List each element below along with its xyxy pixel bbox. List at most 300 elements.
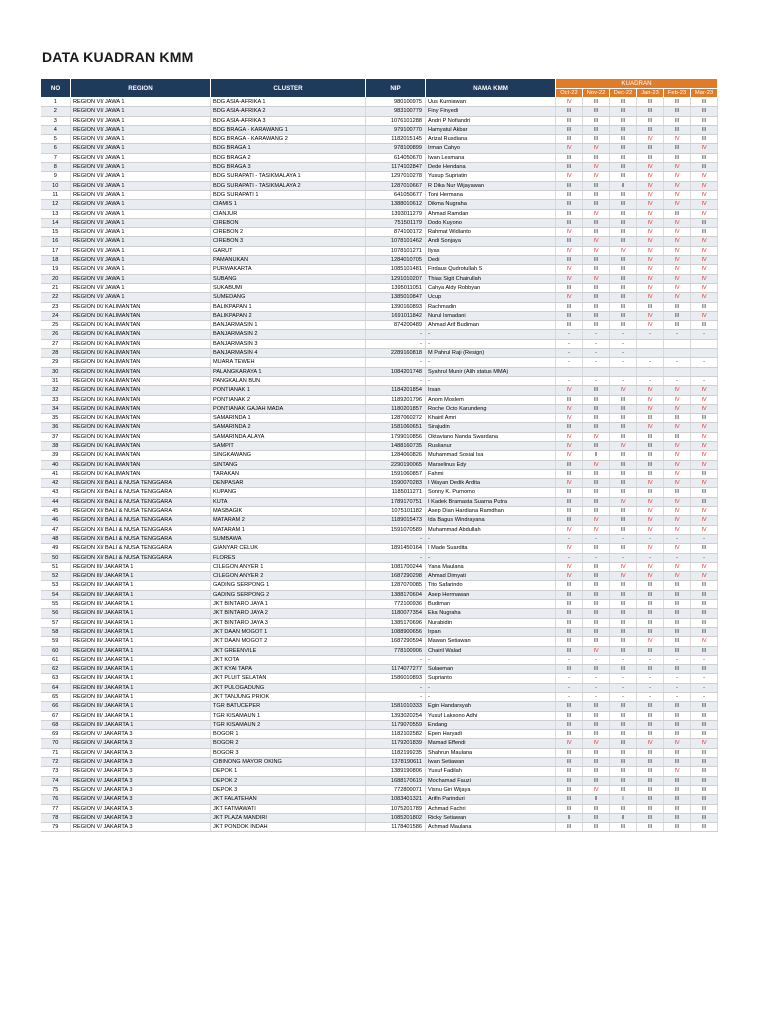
- table-row: [41, 460, 718, 469]
- cell-region: REGION III/ JAKARTA 1: [71, 562, 211, 571]
- cell-kuadran: III: [610, 432, 637, 441]
- cell-kuadran: III: [637, 488, 664, 497]
- cell-nama: Tito Safarindo: [426, 581, 556, 590]
- cell-region: REGION IX/ KALIMANTAN: [71, 367, 211, 376]
- cell-no: 34: [41, 404, 71, 413]
- cell-kuadran: IV: [583, 516, 610, 525]
- header-month: Mar-23: [691, 89, 718, 98]
- cell-nama: Nurabidin: [426, 618, 556, 627]
- cell-region: REGION IX/ KALIMANTAN: [71, 302, 211, 311]
- cell-nama: Roche Octo Karundeng: [426, 404, 556, 413]
- cell-kuadran: -: [637, 655, 664, 664]
- cell-kuadran: IV: [691, 265, 718, 274]
- cell-kuadran: III: [610, 516, 637, 525]
- cell-kuadran: III: [583, 265, 610, 274]
- cell-kuadran: IV: [664, 274, 691, 283]
- cell-kuadran: -: [556, 683, 583, 692]
- cell-kuadran: III: [583, 627, 610, 636]
- cell-nama: Chairil Walad: [426, 646, 556, 655]
- cell-kuadran: III: [583, 395, 610, 404]
- cell-kuadran: [637, 349, 664, 358]
- cell-region: REGION VI/ JAWA 1: [71, 237, 211, 246]
- cell-nama: Uus Kurniawan: [426, 98, 556, 107]
- cell-kuadran: III: [556, 116, 583, 125]
- cell-kuadran: III: [610, 739, 637, 748]
- cell-region: REGION III/ JAKARTA 1: [71, 637, 211, 646]
- cell-kuadran: III: [610, 321, 637, 330]
- cell-no: 2: [41, 107, 71, 116]
- cell-cluster: BOGOR 2: [211, 739, 366, 748]
- cell-cluster: JKT PULOGADUNG: [211, 683, 366, 692]
- cell-nip: 1388010612: [366, 200, 426, 209]
- cell-kuadran: III: [691, 218, 718, 227]
- cell-kuadran: III: [637, 600, 664, 609]
- cell-no: 54: [41, 590, 71, 599]
- cell-cluster: BDG ASIA-AFRIKA 1: [211, 98, 366, 107]
- table-row: [41, 646, 718, 655]
- cell-kuadran: III: [610, 469, 637, 478]
- cell-nip: -: [366, 358, 426, 367]
- cell-nama: Endang: [426, 720, 556, 729]
- cell-region: REGION VI/ JAWA 1: [71, 107, 211, 116]
- cell-kuadran: III: [556, 283, 583, 292]
- cell-cluster: JKT GREENVILE: [211, 646, 366, 655]
- cell-no: 76: [41, 795, 71, 804]
- cell-cluster: JKT FATMAWATI: [211, 804, 366, 813]
- cell-nip: 2290190065: [366, 460, 426, 469]
- cell-kuadran: -: [664, 330, 691, 339]
- cell-no: 1: [41, 98, 71, 107]
- cell-kuadran: IV: [664, 386, 691, 395]
- cell-nip: 1084201748: [366, 367, 426, 376]
- cell-kuadran: -: [583, 693, 610, 702]
- cell-kuadran: [691, 349, 718, 358]
- cell-kuadran: III: [583, 414, 610, 423]
- cell-nip: 1691011842: [366, 311, 426, 320]
- cell-kuadran: IV: [691, 525, 718, 534]
- cell-cluster: KUPANG: [211, 488, 366, 497]
- cell-kuadran: III: [556, 804, 583, 813]
- cell-kuadran: III: [637, 107, 664, 116]
- cell-nama: Cahya Aldy Robbyan: [426, 283, 556, 292]
- cell-kuadran: IV: [637, 637, 664, 646]
- cell-cluster: BDG ASIA-AFRIKA 2: [211, 107, 366, 116]
- cell-kuadran: III: [556, 423, 583, 432]
- cell-kuadran: III: [610, 190, 637, 199]
- table-row: [41, 730, 718, 739]
- cell-nama: Yana Maulana: [426, 562, 556, 571]
- cell-kuadran: III: [583, 637, 610, 646]
- cell-cluster: DEPOK 3: [211, 785, 366, 794]
- cell-nama: Muhammad Sosial Isa: [426, 451, 556, 460]
- table-row: [41, 349, 718, 358]
- table-row: [41, 507, 718, 516]
- cell-no: 30: [41, 367, 71, 376]
- cell-kuadran: III: [610, 283, 637, 292]
- table-row: [41, 209, 718, 218]
- cell-kuadran: III: [583, 283, 610, 292]
- cell-kuadran: IV: [664, 135, 691, 144]
- cell-cluster: TGR KISAMAUN 1: [211, 711, 366, 720]
- cell-cluster: PONTIANAK 1: [211, 386, 366, 395]
- cell-kuadran: IV: [637, 265, 664, 274]
- cell-kuadran: IV: [637, 404, 664, 413]
- cell-kuadran: III: [691, 813, 718, 822]
- cell-kuadran: III: [691, 730, 718, 739]
- cell-kuadran: -: [610, 339, 637, 348]
- cell-region: REGION XI/ BALI & NUSA TENGGARA: [71, 507, 211, 516]
- cell-cluster: SUMBAWA: [211, 534, 366, 543]
- table-row: [41, 804, 718, 813]
- cell-nip: 1789170751: [366, 497, 426, 506]
- table-row: [41, 311, 718, 320]
- cell-region: REGION IX/ KALIMANTAN: [71, 330, 211, 339]
- cell-region: REGION VI/ JAWA 1: [71, 265, 211, 274]
- cell-cluster: CIREBON 3: [211, 237, 366, 246]
- cell-kuadran: IV: [610, 572, 637, 581]
- cell-cluster: CIANJUR: [211, 209, 366, 218]
- table-row: [41, 767, 718, 776]
- cell-cluster: BDG SURAPATI - TASIKMALAYA 1: [211, 172, 366, 181]
- cell-kuadran: III: [583, 665, 610, 674]
- cell-region: REGION VI/ JAWA 1: [71, 181, 211, 190]
- cell-kuadran: III: [583, 702, 610, 711]
- cell-region: REGION III/ JAKARTA 1: [71, 720, 211, 729]
- cell-nama: Toni Hermana: [426, 190, 556, 199]
- cell-no: 72: [41, 758, 71, 767]
- cell-kuadran: III: [556, 516, 583, 525]
- cell-region: REGION XI/ BALI & NUSA TENGGARA: [71, 525, 211, 534]
- cell-kuadran: IV: [664, 767, 691, 776]
- cell-nip: -: [366, 683, 426, 692]
- cell-no: 78: [41, 813, 71, 822]
- cell-kuadran: IV: [691, 181, 718, 190]
- cell-kuadran: IV: [556, 246, 583, 255]
- cell-kuadran: IV: [664, 739, 691, 748]
- cell-kuadran: III: [691, 702, 718, 711]
- cell-nama: Muhammad Abdullah: [426, 525, 556, 534]
- cell-kuadran: III: [637, 767, 664, 776]
- cell-kuadran: III: [664, 209, 691, 218]
- cell-region: REGION III/ JAKARTA 1: [71, 693, 211, 702]
- cell-kuadran: III: [556, 256, 583, 265]
- cell-kuadran: IV: [691, 395, 718, 404]
- cell-kuadran: IV: [664, 451, 691, 460]
- header-nip: NIP: [366, 79, 426, 98]
- cell-kuadran: IV: [664, 572, 691, 581]
- cell-kuadran: III: [610, 107, 637, 116]
- cell-nama: Ucup: [426, 293, 556, 302]
- table-row: [41, 813, 718, 822]
- cell-kuadran: III: [583, 776, 610, 785]
- cell-kuadran: IV: [691, 516, 718, 525]
- cell-nip: 641050677: [366, 190, 426, 199]
- cell-region: REGION III/ JAKARTA 1: [71, 609, 211, 618]
- cell-nama: Yusup Supriatin: [426, 172, 556, 181]
- cell-nip: 1081700244: [366, 562, 426, 571]
- cell-kuadran: -: [556, 553, 583, 562]
- cell-cluster: PANGKALAN BUN: [211, 376, 366, 385]
- cell-kuadran: -: [691, 534, 718, 543]
- cell-kuadran: III: [556, 488, 583, 497]
- cell-nama: Iwan Lesmana: [426, 153, 556, 162]
- cell-kuadran: IV: [610, 246, 637, 255]
- cell-nip: 1393020254: [366, 711, 426, 720]
- cell-kuadran: III: [556, 637, 583, 646]
- cell-kuadran: III: [583, 507, 610, 516]
- cell-no: 24: [41, 311, 71, 320]
- cell-cluster: SUBANG: [211, 274, 366, 283]
- cell-cluster: JKT BINTARO JAYA 1: [211, 600, 366, 609]
- cell-kuadran: III: [664, 711, 691, 720]
- header-kuadran: KUADRAN: [556, 79, 718, 89]
- cell-kuadran: III: [691, 116, 718, 125]
- cell-nama: Rachmadin: [426, 302, 556, 311]
- cell-kuadran: -: [583, 553, 610, 562]
- cell-cluster: TGR KISAMAUN 2: [211, 720, 366, 729]
- table-row: [41, 785, 718, 794]
- cell-no: 57: [41, 618, 71, 627]
- cell-kuadran: III: [637, 711, 664, 720]
- cell-region: REGION VI/ JAWA 1: [71, 125, 211, 134]
- cell-kuadran: III: [610, 311, 637, 320]
- cell-kuadran: III: [664, 432, 691, 441]
- cell-region: REGION III/ JAKARTA 1: [71, 674, 211, 683]
- cell-kuadran: -: [664, 674, 691, 683]
- table-row: [41, 404, 718, 413]
- cell-kuadran: III: [556, 609, 583, 618]
- cell-cluster: CILEGON ANYER 2: [211, 572, 366, 581]
- cell-kuadran: III: [664, 116, 691, 125]
- cell-cluster: CIREBON 2: [211, 228, 366, 237]
- cell-nama: -: [426, 534, 556, 543]
- cell-kuadran: III: [637, 795, 664, 804]
- cell-kuadran: III: [583, 581, 610, 590]
- table-row: [41, 265, 718, 274]
- cell-kuadran: -: [691, 683, 718, 692]
- table-row: [41, 228, 718, 237]
- cell-kuadran: IV: [637, 163, 664, 172]
- cell-kuadran: IV: [691, 311, 718, 320]
- cell-cluster: GIANYAR CELUK: [211, 544, 366, 553]
- cell-cluster: GADING SERPONG 1: [211, 581, 366, 590]
- cell-kuadran: III: [583, 116, 610, 125]
- cell-nip: 1287060272: [366, 414, 426, 423]
- cell-no: 47: [41, 525, 71, 534]
- cell-no: 45: [41, 507, 71, 516]
- cell-no: 3: [41, 116, 71, 125]
- cell-kuadran: III: [556, 581, 583, 590]
- cell-nip: 1182015145: [366, 135, 426, 144]
- cell-cluster: JKT TANJUNG PRIOK: [211, 693, 366, 702]
- cell-kuadran: IV: [637, 181, 664, 190]
- cell-region: REGION IX/ KALIMANTAN: [71, 321, 211, 330]
- cell-kuadran: III: [691, 414, 718, 423]
- cell-kuadran: III: [556, 785, 583, 794]
- table-row: [41, 367, 718, 376]
- cell-kuadran: IV: [664, 395, 691, 404]
- cell-kuadran: -: [610, 655, 637, 664]
- cell-kuadran: III: [610, 730, 637, 739]
- cell-no: 19: [41, 265, 71, 274]
- table-row: [41, 358, 718, 367]
- cell-kuadran: III: [556, 237, 583, 246]
- cell-cluster: BDG BRAGA - KARAWANG 1: [211, 125, 366, 134]
- table-row: [41, 386, 718, 395]
- cell-kuadran: III: [556, 730, 583, 739]
- cell-kuadran: III: [691, 228, 718, 237]
- cell-kuadran: III: [664, 311, 691, 320]
- cell-kuadran: III: [583, 804, 610, 813]
- cell-kuadran: III: [664, 702, 691, 711]
- cell-nip: -: [366, 693, 426, 702]
- cell-kuadran: III: [610, 488, 637, 497]
- cell-kuadran: III: [610, 200, 637, 209]
- cell-kuadran: III: [637, 590, 664, 599]
- cell-kuadran: -: [610, 683, 637, 692]
- cell-kuadran: IV: [664, 228, 691, 237]
- cell-kuadran: IV: [637, 172, 664, 181]
- cell-kuadran: IV: [637, 274, 664, 283]
- cell-cluster: JKT DAAN MOGOT 2: [211, 637, 366, 646]
- cell-kuadran: III: [664, 627, 691, 636]
- cell-kuadran: III: [691, 153, 718, 162]
- cell-kuadran: III: [691, 135, 718, 144]
- table-row: [41, 711, 718, 720]
- cell-kuadran: IV: [637, 497, 664, 506]
- cell-cluster: GARUT: [211, 246, 366, 255]
- cell-kuadran: III: [691, 711, 718, 720]
- cell-nip: -: [366, 339, 426, 348]
- cell-kuadran: III: [637, 785, 664, 794]
- cell-kuadran: III: [583, 600, 610, 609]
- cell-region: REGION XI/ BALI & NUSA TENGGARA: [71, 516, 211, 525]
- cell-kuadran: IV: [664, 404, 691, 413]
- cell-nip: 1189201796: [366, 395, 426, 404]
- cell-no: 40: [41, 460, 71, 469]
- cell-kuadran: III: [583, 200, 610, 209]
- cell-kuadran: -: [610, 349, 637, 358]
- cell-kuadran: -: [583, 349, 610, 358]
- table-row: [41, 525, 718, 534]
- cell-no: 49: [41, 544, 71, 553]
- cell-kuadran: III: [556, 823, 583, 832]
- cell-kuadran: [556, 367, 583, 376]
- cell-kuadran: III: [664, 581, 691, 590]
- cell-cluster: CIREBON: [211, 218, 366, 227]
- cell-kuadran: IV: [610, 497, 637, 506]
- cell-nama: Arifin Parinduri: [426, 795, 556, 804]
- cell-kuadran: -: [664, 553, 691, 562]
- cell-kuadran: III: [556, 646, 583, 655]
- cell-kuadran: III: [664, 785, 691, 794]
- cell-cluster: BDG ASIA-AFRIKA 3: [211, 116, 366, 125]
- cell-cluster: DENPASAR: [211, 479, 366, 488]
- cell-region: REGION III/ JAKARTA 1: [71, 702, 211, 711]
- cell-kuadran: -: [610, 330, 637, 339]
- cell-kuadran: -: [664, 693, 691, 702]
- cell-nip: 1591070589: [366, 525, 426, 534]
- cell-nip: 1687290298: [366, 572, 426, 581]
- cell-region: REGION IX/ KALIMANTAN: [71, 376, 211, 385]
- header-month: Nov-22: [583, 89, 610, 98]
- cell-kuadran: III: [610, 711, 637, 720]
- cell-kuadran: IV: [691, 479, 718, 488]
- cell-kuadran: IV: [691, 507, 718, 516]
- cell-nip: 1182199235: [366, 748, 426, 757]
- header-month: Dec-22: [610, 89, 637, 98]
- cell-kuadran: IV: [691, 200, 718, 209]
- header-month: Oct-22: [556, 89, 583, 98]
- cell-kuadran: [691, 339, 718, 348]
- cell-kuadran: III: [691, 767, 718, 776]
- table-row: [41, 739, 718, 748]
- cell-nama: Oktaviano Nanda Swardana: [426, 432, 556, 441]
- cell-region: REGION VI/ JAWA 1: [71, 163, 211, 172]
- cell-region: REGION XI/ BALI & NUSA TENGGARA: [71, 553, 211, 562]
- table-row: [41, 330, 718, 339]
- cell-nip: 1179070559: [366, 720, 426, 729]
- cell-kuadran: III: [691, 776, 718, 785]
- cell-kuadran: IV: [637, 246, 664, 255]
- cell-kuadran: IV: [556, 265, 583, 274]
- cell-kuadran: III: [610, 637, 637, 646]
- table-row: [41, 665, 718, 674]
- cell-kuadran: IV: [637, 293, 664, 302]
- cell-nama: -: [426, 358, 556, 367]
- cell-nama: Firdaus Qudrotullah S: [426, 265, 556, 274]
- cell-cluster: FLORES: [211, 553, 366, 562]
- cell-kuadran: III: [583, 618, 610, 627]
- table-row: [41, 488, 718, 497]
- cell-nama: -: [426, 693, 556, 702]
- table-row: [41, 618, 718, 627]
- cell-kuadran: III: [556, 627, 583, 636]
- cell-kuadran: III: [664, 98, 691, 107]
- cell-no: 75: [41, 785, 71, 794]
- cell-kuadran: III: [583, 153, 610, 162]
- cell-no: 8: [41, 163, 71, 172]
- cell-no: 41: [41, 469, 71, 478]
- cell-nip: 874200489: [366, 321, 426, 330]
- cell-cluster: SAMPIT: [211, 441, 366, 450]
- cell-kuadran: -: [637, 674, 664, 683]
- cell-cluster: SUKABUMI: [211, 283, 366, 292]
- cell-kuadran: III: [610, 265, 637, 274]
- cell-nama: Yusuf Fadilah: [426, 767, 556, 776]
- cell-kuadran: -: [664, 358, 691, 367]
- cell-nip: 1297010278: [366, 172, 426, 181]
- cell-kuadran: -: [691, 358, 718, 367]
- cell-kuadran: IV: [691, 172, 718, 181]
- cell-kuadran: IV: [664, 218, 691, 227]
- cell-kuadran: III: [637, 116, 664, 125]
- table-row: [41, 823, 718, 832]
- cell-kuadran: IV: [637, 256, 664, 265]
- cell-kuadran: III: [556, 135, 583, 144]
- cell-nip: 1388170604: [366, 590, 426, 599]
- cell-no: 55: [41, 600, 71, 609]
- cell-kuadran: III: [610, 302, 637, 311]
- cell-kuadran: III: [691, 107, 718, 116]
- cell-nip: 1075201789: [366, 804, 426, 813]
- cell-kuadran: -: [637, 683, 664, 692]
- cell-nama: Asep Hermawan: [426, 590, 556, 599]
- cell-nama: Nurul Ismadani: [426, 311, 556, 320]
- cell-region: REGION III/ JAKARTA 1: [71, 581, 211, 590]
- cell-cluster: PONTIANAK GAJAH MADA: [211, 404, 366, 413]
- table-row: [41, 693, 718, 702]
